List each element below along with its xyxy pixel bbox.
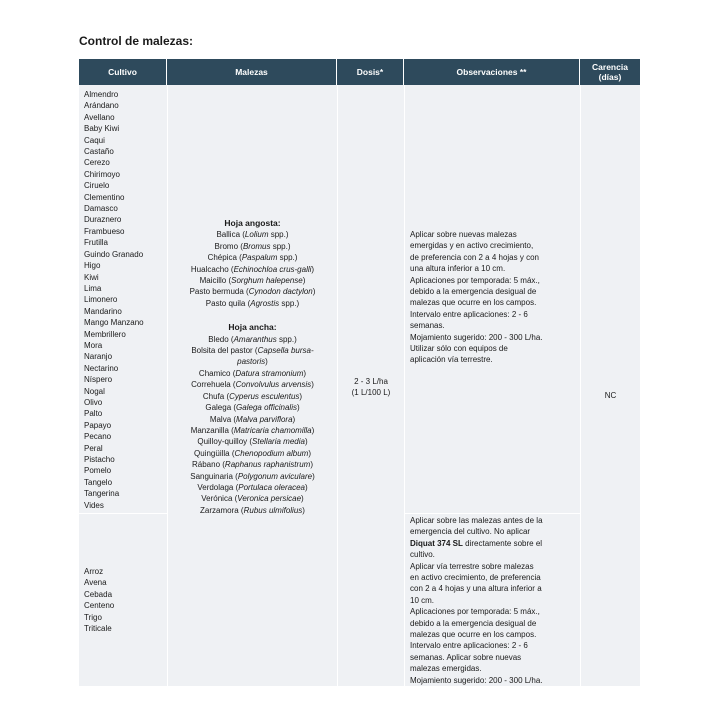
weed-item: Quingüilla (Chenopodium album)	[194, 448, 311, 458]
weed-item: Chamico (Datura stramonium)	[198, 368, 307, 378]
cultivo-item: Pomelo	[84, 466, 112, 476]
cultivo-item: Pistacho	[84, 455, 115, 464]
malezas-cell	[168, 85, 337, 686]
observation-line: una altura inferior a 10 cm.	[410, 264, 506, 274]
cultivo-item: Palto	[84, 409, 103, 419]
observation-line: malezas emergidas.	[410, 664, 482, 674]
weed-scientific-name: Amaranthus	[233, 334, 277, 344]
observaciones-text-cereals	[410, 549, 580, 686]
header-dosis: Dosis*	[337, 59, 404, 85]
observation-line: Aplicar sobre nuevas malezas	[410, 230, 517, 239]
cultivo-cell-fruits	[79, 85, 167, 513]
cultivo-item: Duraznero	[84, 215, 122, 225]
product-name: Diquat 374 SL	[410, 538, 463, 548]
observation-line: Aplicar sobre las malezas antes de la	[410, 516, 543, 525]
observaciones-cell-fruits	[405, 85, 580, 513]
cultivo-item: Nogal	[84, 386, 105, 396]
observaciones-text-fruits	[410, 229, 580, 366]
weed-scientific-name: Lolium	[244, 230, 269, 240]
hoja-ancha-title: Hoja ancha:	[228, 322, 277, 333]
weed-scientific-name: Echinochloa crus-galli	[233, 264, 312, 274]
weed-scientific-name: Stellaria media	[252, 437, 305, 447]
weed-scientific-name: Bromus	[242, 241, 271, 251]
observation-line: Mojamiento sugerido: 200 - 300 L/ha.	[410, 675, 543, 685]
observation-line: semanas. Aplicar sobre nuevas	[410, 652, 522, 662]
cultivo-item: Arándano	[84, 101, 119, 111]
cultivo-item: Limonero	[84, 295, 118, 305]
weed-item: Manzanilla (Matricaria chamomilla)	[190, 425, 315, 435]
weed-item: Bledo (Amaranthus spp.)	[208, 334, 297, 344]
cultivo-list-fruits	[84, 89, 167, 511]
weed-scientific-name: Capsella bursa-	[257, 346, 314, 356]
weed-scientific-name: Agrostis	[250, 298, 280, 308]
weed-item: Malva (Malva parviflora)	[209, 414, 296, 424]
weed-item: Correhuela (Convolvulus arvensis)	[191, 380, 314, 390]
cultivo-item: Pecano	[84, 432, 112, 442]
carencia-cell	[581, 85, 640, 686]
weed-item: Bromo (Bromus spp.)	[214, 241, 291, 251]
observaciones-product-line	[410, 538, 580, 549]
observation-line: debido a la emergencia desigual de	[410, 618, 537, 628]
observation-line: Aplicaciones por temporada: 5 máx.,	[410, 275, 540, 285]
observation-line: Intervalo entre aplicaciones: 2 - 6	[410, 309, 528, 319]
weed-item: Bolsita del pastor (Capsella bursa-	[191, 346, 314, 356]
product-line-rest: directamente sobre el	[462, 538, 543, 548]
cultivo-item: Lima	[84, 283, 102, 293]
cultivo-item: Kiwi	[84, 272, 99, 282]
cultivo-item: Centeno	[84, 601, 115, 611]
cultivo-item: Tangelo	[84, 477, 113, 487]
cultivo-item: Damasco	[84, 204, 118, 214]
weed-item: Chépica (Paspalum spp.)	[207, 253, 298, 263]
cultivo-item: Frutilla	[84, 238, 109, 248]
section-heading: Control de malezas:	[79, 34, 194, 48]
observation-line: Intervalo entre aplicaciones: 2 - 6	[410, 641, 528, 651]
weed-item: Hualcacho (Echinochloa crus-galli)	[190, 264, 315, 274]
dosis-value: 2 - 3 L/ha	[354, 377, 388, 386]
header-carencia	[580, 59, 640, 85]
cultivo-item: Caqui	[84, 135, 105, 145]
cultivo-item: Membrillero	[84, 329, 126, 339]
dosis-dilution: (1 L/100 L)	[351, 388, 391, 398]
weed-scientific-name: Portulaca oleracea	[238, 482, 305, 492]
cultivo-item: Mora	[84, 340, 103, 350]
cultivo-item: Frambueso	[84, 226, 125, 236]
hoja-angosta-list	[168, 229, 337, 309]
cultivo-item: Avellano	[84, 112, 115, 122]
weed-scientific-name: Veronica persicae	[237, 494, 302, 504]
weed-scientific-name: Rubus ulmifolius	[243, 505, 303, 515]
hoja-angosta-title: Hoja angosta:	[224, 218, 281, 228]
cultivo-item: Cerezo	[84, 158, 110, 168]
weed-scientific-name: pastoris	[237, 357, 266, 367]
weed-scientific-name: Malva parviflora	[236, 414, 293, 424]
observation-line: emergencia del cultivo. No aplicar	[410, 527, 531, 537]
weed-item: Ballica (Lolium spp.)	[216, 230, 289, 240]
weed-item: pastoris)	[237, 357, 268, 367]
cultivo-item: Arroz	[84, 567, 104, 576]
weed-item: Pasto bermuda (Cynodon dactylon)	[189, 287, 316, 297]
weed-scientific-name: Cyperus esculentus	[229, 391, 300, 401]
cultivo-item: Castaño	[84, 147, 114, 157]
cultivo-item: Clementino	[84, 192, 125, 202]
cultivo-item: Nectarino	[84, 363, 119, 373]
header-carencia-line2: (días)	[598, 72, 622, 82]
weed-item: Rábano (Raphanus raphanistrum)	[192, 460, 313, 470]
cultivo-item: Higo	[84, 261, 101, 271]
observation-line: cultivo.	[410, 550, 435, 560]
observation-line: semanas.	[410, 321, 445, 331]
observation-line: 10 cm.	[410, 595, 435, 605]
observation-line: debido a la emergencia desigual de	[410, 287, 537, 297]
hoja-ancha-list	[168, 334, 337, 517]
weed-item: Quilloy-quilloy (Stellaria media)	[197, 437, 308, 447]
cultivo-item: Vides	[84, 500, 104, 510]
weed-item: Sanguinaria (Polygonum aviculare)	[190, 471, 315, 481]
cultivo-item: Cebada	[84, 589, 113, 599]
cultivo-item: Mango Manzano	[84, 318, 144, 328]
weed-item: Verdolaga (Portulaca oleracea)	[197, 482, 308, 492]
cultivo-item: Olivo	[84, 397, 103, 407]
cultivo-item: Papayo	[84, 420, 112, 430]
dosis-cell	[338, 85, 404, 686]
weed-item: Verónica (Veronica persicae)	[201, 494, 304, 504]
observation-line: de preferencia con 2 a 4 hojas y con	[410, 252, 539, 262]
weed-scientific-name: Raphanus raphanistrum	[224, 460, 311, 470]
cultivo-cell-cereals	[79, 514, 167, 686]
observation-line: malezas que ocurre en los campos.	[410, 630, 537, 640]
cultivo-item: Ciruelo	[84, 181, 110, 191]
carencia-value: NC	[604, 391, 617, 400]
observation-line: Aplicaciones por temporada: 5 máx.,	[410, 607, 540, 617]
cultivo-item: Guindo Granado	[84, 249, 144, 259]
cultivo-item: Peral	[84, 443, 103, 453]
observation-line: emergidas y en activo crecimiento,	[410, 241, 534, 251]
weed-item: Maicillo (Sorghum halepense)	[199, 276, 306, 286]
cultivo-item: Trigo	[84, 612, 102, 622]
weed-scientific-name: Datura stramonium	[235, 368, 304, 378]
header-observaciones: Observaciones **	[404, 59, 580, 85]
observaciones-text-cereals-intro	[410, 515, 580, 538]
cultivo-item: Tangerina	[84, 489, 120, 499]
cultivo-item: Triticale	[84, 624, 112, 634]
cultivo-item: Avena	[84, 578, 107, 588]
cultivo-item: Almendro	[84, 90, 119, 99]
weed-item: Chufa (Cyperus esculentus)	[202, 391, 303, 401]
header-carencia-line1: Carencia	[592, 62, 628, 72]
observation-line: aplicación vía terrestre.	[410, 355, 493, 365]
weed-item: Pasto quila (Agrostis spp.)	[205, 298, 300, 308]
weed-scientific-name: Matricaria chamomilla	[233, 425, 312, 435]
cultivo-item: Níspero	[84, 375, 113, 385]
header-malezas: Malezas	[167, 59, 337, 85]
weed-scientific-name: Polygonum aviculare	[237, 471, 313, 481]
weed-scientific-name: Convolvulus arvensis	[235, 380, 312, 390]
weed-item: Zarzamora (Rubus ulmifolius)	[200, 505, 305, 515]
cultivo-item: Baby Kiwi	[84, 124, 120, 134]
weed-scientific-name: Paspalum	[241, 253, 278, 263]
weed-scientific-name: Cynodon dactylon	[248, 287, 313, 297]
observation-line: malezas que ocurre en los campos.	[410, 298, 537, 308]
weed-scientific-name: Sorghum halepense	[231, 276, 303, 286]
weed-item: Galega (Galega officinalis)	[205, 403, 300, 413]
observation-line: con 2 a 4 hojas y una altura inferior a	[410, 584, 542, 594]
cultivo-item: Chirimoyo	[84, 169, 121, 179]
weed-scientific-name: Galega officinalis	[236, 403, 297, 413]
observation-line: Mojamiento sugerido: 200 - 300 L/ha.	[410, 332, 543, 342]
header-cultivo: Cultivo	[79, 59, 167, 85]
cultivo-item: Naranjo	[84, 352, 113, 362]
cultivo-item: Mandarino	[84, 306, 122, 316]
observation-line: Utilizar sólo con equipos de	[410, 344, 508, 354]
weed-scientific-name: Chenopodium album	[234, 448, 309, 458]
cultivo-list-cereals	[84, 566, 167, 634]
observaciones-cell-cereals	[405, 514, 580, 686]
weed-control-table	[79, 59, 640, 686]
observation-line: en activo crecimiento, de preferencia	[410, 573, 541, 583]
observation-line: Aplicar vía terrestre sobre malezas	[410, 561, 534, 571]
